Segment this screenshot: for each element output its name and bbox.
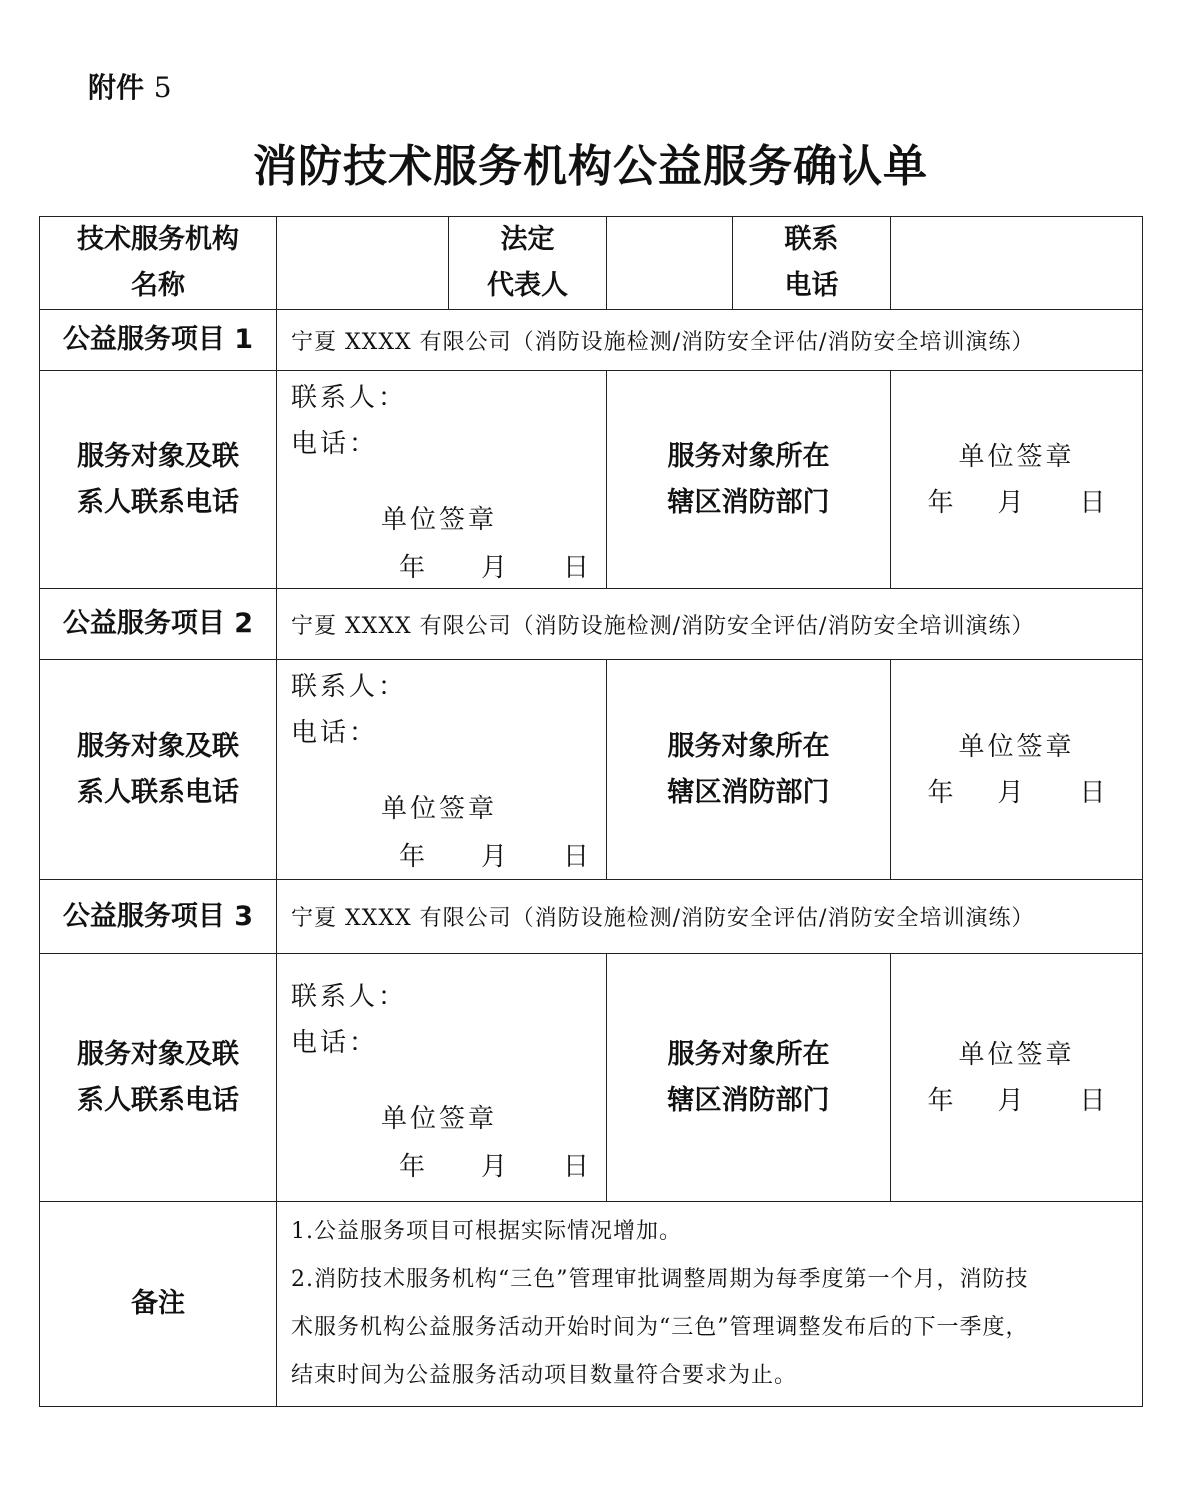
project-label-1: 公益服务项目 1 bbox=[40, 310, 277, 371]
service-target-contact-3[interactable] bbox=[277, 954, 607, 1202]
attachment-label bbox=[88, 66, 172, 106]
day-label: 日 bbox=[1079, 487, 1106, 518]
unit-seal-label: 单位签章 bbox=[958, 1039, 1075, 1070]
project-label-2: 公益服务项目 2 bbox=[40, 589, 277, 660]
org-name-label-line2: 名称 bbox=[131, 270, 185, 301]
unit-seal-label: 单位签章 bbox=[381, 505, 498, 535]
remarks-label: 备注 bbox=[40, 1202, 277, 1407]
month-label: 月 bbox=[997, 777, 1024, 808]
fire-dept-label-line2: 辖区消防部门 bbox=[667, 486, 830, 518]
fire-dept-label-3 bbox=[607, 954, 891, 1202]
service-target-label-line1: 服务对象及联 bbox=[77, 1038, 239, 1070]
service-row-3 bbox=[40, 954, 1143, 1202]
project-row-3 bbox=[40, 880, 1143, 954]
service-target-label-2 bbox=[40, 660, 277, 880]
date-line bbox=[399, 547, 589, 584]
remarks-content bbox=[277, 1202, 1143, 1407]
date-line bbox=[891, 770, 1142, 816]
confirmation-form-table bbox=[39, 216, 1143, 1407]
date-line bbox=[399, 836, 589, 873]
project-content-1: 宁夏 XXXX 有限公司（消防设施检测/消防安全评估/消防安全培训演练） bbox=[277, 310, 1143, 371]
contact-person-label: 联系人： bbox=[291, 982, 408, 1012]
contact-phone-label-cell bbox=[733, 217, 891, 310]
attachment-number: 5 bbox=[153, 71, 172, 104]
month-label: 月 bbox=[481, 842, 508, 872]
year-label: 年 bbox=[927, 487, 954, 518]
legal-rep-label-line2: 代表人 bbox=[487, 270, 568, 301]
service-row-2 bbox=[40, 660, 1143, 880]
project-row-1 bbox=[40, 310, 1143, 371]
day-label: 日 bbox=[1079, 777, 1106, 808]
contact-person-label: 联系人： bbox=[291, 383, 408, 413]
legal-rep-label-cell bbox=[449, 217, 607, 310]
contact-person-label: 联系人： bbox=[291, 672, 408, 702]
org-name-label-line1: 技术服务机构 bbox=[77, 224, 239, 255]
contact-phone-field[interactable] bbox=[891, 217, 1143, 310]
fire-dept-label-line1: 服务对象所在 bbox=[667, 440, 830, 472]
day-label: 日 bbox=[563, 553, 590, 583]
project-row-2 bbox=[40, 589, 1143, 660]
unit-seal-label: 单位签章 bbox=[381, 794, 498, 824]
fire-dept-label-line2: 辖区消防部门 bbox=[667, 776, 830, 808]
service-target-label-line2: 系人联系电话 bbox=[77, 1084, 239, 1116]
project-content-2: 宁夏 XXXX 有限公司（消防设施检测/消防安全评估/消防安全培训演练） bbox=[277, 589, 1143, 660]
day-label: 日 bbox=[1079, 1085, 1106, 1116]
phone-label: 电话： bbox=[291, 1028, 379, 1058]
phone-label: 电话： bbox=[291, 718, 379, 748]
unit-seal-label: 单位签章 bbox=[958, 441, 1075, 472]
attachment-label-text: 附件 bbox=[88, 71, 145, 104]
date-line bbox=[399, 1146, 589, 1183]
org-info-row bbox=[40, 217, 1143, 310]
remarks-line-3: 术服务机构公益服务活动开始时间为“三色”管理调整发布后的下一季度， bbox=[291, 1315, 1029, 1340]
legal-rep-label-line1: 法定 bbox=[500, 224, 555, 255]
day-label: 日 bbox=[563, 1152, 590, 1182]
fire-dept-seal-1[interactable] bbox=[891, 371, 1143, 589]
service-target-label-line2: 系人联系电话 bbox=[77, 486, 239, 518]
day-label: 日 bbox=[563, 842, 590, 872]
year-label: 年 bbox=[399, 1152, 426, 1182]
fire-dept-label-1 bbox=[607, 371, 891, 589]
fire-dept-label-line1: 服务对象所在 bbox=[667, 730, 830, 762]
service-target-contact-1[interactable] bbox=[277, 371, 607, 589]
month-label: 月 bbox=[997, 487, 1024, 518]
year-label: 年 bbox=[399, 842, 426, 872]
org-name-label-cell bbox=[40, 217, 277, 310]
contact-phone-label-line1: 联系 bbox=[784, 224, 839, 255]
year-label: 年 bbox=[927, 1085, 954, 1116]
contact-phone-label-line2: 电话 bbox=[784, 270, 839, 301]
remarks-line-1: 1.公益服务项目可根据实际情况增加。 bbox=[291, 1219, 682, 1244]
month-label: 月 bbox=[481, 1152, 508, 1182]
service-target-label-line1: 服务对象及联 bbox=[77, 440, 239, 472]
service-row-1 bbox=[40, 371, 1143, 589]
unit-seal-label: 单位签章 bbox=[381, 1104, 498, 1134]
unit-seal-label: 单位签章 bbox=[958, 731, 1075, 762]
fire-dept-seal-3[interactable] bbox=[891, 954, 1143, 1202]
project-content-3: 宁夏 XXXX 有限公司（消防设施检测/消防安全评估/消防安全培训演练） bbox=[277, 880, 1143, 954]
legal-rep-field[interactable] bbox=[607, 217, 733, 310]
project-label-3: 公益服务项目 3 bbox=[40, 880, 277, 954]
fire-dept-label-2 bbox=[607, 660, 891, 880]
service-target-label-1 bbox=[40, 371, 277, 589]
month-label: 月 bbox=[481, 553, 508, 583]
remarks-line-2: 2.消防技术服务机构“三色”管理审批调整周期为每季度第一个月，消防技 bbox=[291, 1267, 1029, 1292]
remarks-line-4: 结束时间为公益服务活动项目数量符合要求为止。 bbox=[291, 1363, 798, 1388]
fire-dept-label-line1: 服务对象所在 bbox=[667, 1038, 830, 1070]
page-title: 消防技术服务机构公益服务确认单 bbox=[253, 141, 928, 192]
remarks-row bbox=[40, 1202, 1143, 1407]
fire-dept-label-line2: 辖区消防部门 bbox=[667, 1084, 830, 1116]
service-target-label-3 bbox=[40, 954, 277, 1202]
date-line bbox=[891, 480, 1142, 526]
fire-dept-seal-2[interactable] bbox=[891, 660, 1143, 880]
year-label: 年 bbox=[927, 777, 954, 808]
year-label: 年 bbox=[399, 553, 426, 583]
month-label: 月 bbox=[997, 1085, 1024, 1116]
service-target-label-line1: 服务对象及联 bbox=[77, 730, 239, 762]
date-line bbox=[891, 1078, 1142, 1124]
service-target-contact-2[interactable] bbox=[277, 660, 607, 880]
org-name-field[interactable] bbox=[277, 217, 449, 310]
phone-label: 电话： bbox=[291, 429, 379, 459]
service-target-label-line2: 系人联系电话 bbox=[77, 776, 239, 808]
